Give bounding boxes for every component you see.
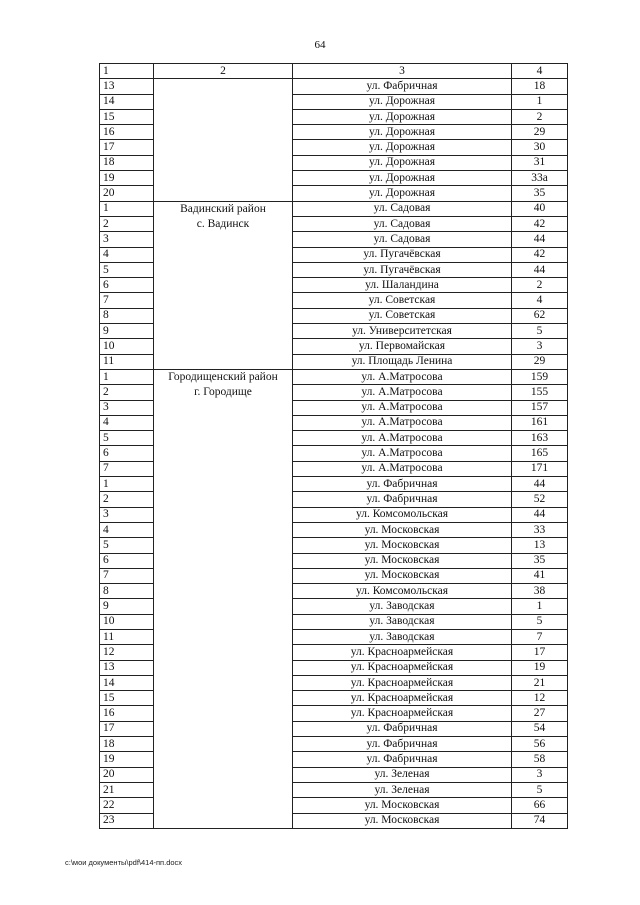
table-row [100,737,568,752]
street-cell: ул. Фабричная [293,721,512,736]
street-cell: ул. Пугачёвская [293,262,512,277]
table-row [100,645,568,660]
street-cell: ул. Дорожная [293,140,512,155]
row-number: 2 [100,385,154,400]
house-number-cell: 5 [512,782,568,797]
table-row [100,79,568,94]
district-cell [154,186,293,201]
row-number: 18 [100,155,154,170]
row-number: 13 [100,79,154,94]
house-number-cell: 41 [512,568,568,583]
house-number-cell: 56 [512,737,568,752]
house-number-cell: 4 [512,293,568,308]
district-cell [154,155,293,170]
table-row [100,706,568,721]
district-cell [154,125,293,140]
table-row [100,752,568,767]
row-number: 8 [100,584,154,599]
district-cell [154,79,293,94]
district-cell [154,721,293,736]
street-cell: ул. А.Матросова [293,385,512,400]
row-number: 10 [100,614,154,629]
district-cell [154,507,293,522]
house-number-cell: 1 [512,94,568,109]
house-number-cell: 38 [512,584,568,599]
row-number: 3 [100,400,154,415]
district-cell [154,798,293,813]
table-row [100,278,568,293]
row-number: 17 [100,140,154,155]
header-col-2: 2 [154,64,293,79]
street-cell: ул. Дорожная [293,171,512,186]
table-row [100,568,568,583]
row-number: 9 [100,324,154,339]
district-cell [154,522,293,537]
street-cell: ул. Заводская [293,629,512,644]
street-cell: ул. Комсомольская [293,584,512,599]
table-row [100,247,568,262]
street-cell: ул. Дорожная [293,125,512,140]
house-number-cell: 161 [512,415,568,430]
district-cell [154,645,293,660]
house-number-cell: 29 [512,125,568,140]
house-number-cell: 44 [512,262,568,277]
district-cell [154,415,293,430]
house-number-cell: 3 [512,767,568,782]
district-cell [154,109,293,124]
row-number: 15 [100,691,154,706]
table-row [100,369,568,384]
table-row [100,538,568,553]
row-number: 11 [100,354,154,369]
street-cell: ул. А.Матросова [293,369,512,384]
house-number-cell: 1 [512,599,568,614]
district-cell [154,538,293,553]
district-cell [154,599,293,614]
district-cell [154,629,293,644]
house-number-cell: 58 [512,752,568,767]
street-cell: ул. Площадь Ленина [293,354,512,369]
house-number-cell: 31 [512,155,568,170]
district-cell [154,94,293,109]
row-number: 10 [100,339,154,354]
table-row [100,675,568,690]
house-number-cell: 40 [512,201,568,216]
address-table [99,63,568,829]
table-row [100,324,568,339]
house-number-cell: 3 [512,339,568,354]
house-number-cell: 5 [512,324,568,339]
house-number-cell: 18 [512,79,568,94]
row-number: 1 [100,477,154,492]
row-number: 20 [100,186,154,201]
district-cell [154,400,293,415]
row-number: 4 [100,247,154,262]
district-cell [154,232,293,247]
house-number-cell: 2 [512,109,568,124]
house-number-cell: 17 [512,645,568,660]
district-cell [154,431,293,446]
street-cell: ул. Московская [293,522,512,537]
street-cell: ул. Пугачёвская [293,247,512,262]
table-body [100,79,568,829]
district-cell [154,140,293,155]
row-number: 9 [100,599,154,614]
table-row [100,553,568,568]
street-cell: ул. Университетская [293,324,512,339]
street-cell: ул. Садовая [293,216,512,231]
street-cell: ул. Красноармейская [293,645,512,660]
district-cell [154,492,293,507]
row-number: 6 [100,553,154,568]
table-row [100,660,568,675]
street-cell: ул. Шаландина [293,278,512,293]
row-number: 20 [100,767,154,782]
row-number: 13 [100,660,154,675]
house-number-cell: 7 [512,629,568,644]
table-row [100,614,568,629]
district-cell [154,660,293,675]
table-row [100,461,568,476]
house-number-cell: 2 [512,278,568,293]
street-cell: ул. А.Матросова [293,415,512,430]
table-row [100,782,568,797]
district-cell [154,782,293,797]
house-number-cell: 21 [512,675,568,690]
street-cell: ул. Комсомольская [293,507,512,522]
street-cell: ул. Первомайская [293,339,512,354]
header-col-3: 3 [293,64,512,79]
house-number-cell: 30 [512,140,568,155]
table-row [100,400,568,415]
row-number: 1 [100,369,154,384]
table-row [100,171,568,186]
row-number: 5 [100,431,154,446]
table-row [100,629,568,644]
row-number: 11 [100,629,154,644]
house-number-cell: 163 [512,431,568,446]
table-row [100,813,568,828]
table-row [100,477,568,492]
row-number: 19 [100,171,154,186]
row-number: 7 [100,568,154,583]
table-row [100,385,568,400]
row-number: 2 [100,492,154,507]
district-cell [154,553,293,568]
table-row [100,232,568,247]
house-number-cell: 27 [512,706,568,721]
table-row [100,721,568,736]
district-cell [154,278,293,293]
table-row [100,522,568,537]
street-cell: ул. Красноармейская [293,691,512,706]
house-number-cell: 5 [512,614,568,629]
table-row [100,186,568,201]
house-number-cell: 35 [512,553,568,568]
row-number: 19 [100,752,154,767]
row-number: 21 [100,782,154,797]
table-row [100,415,568,430]
house-number-cell: 54 [512,721,568,736]
street-cell: ул. Московская [293,553,512,568]
street-cell: ул. Красноармейская [293,675,512,690]
house-number-cell: 19 [512,660,568,675]
house-number-cell: 165 [512,446,568,461]
street-cell: ул. А.Матросова [293,400,512,415]
district-cell [154,247,293,262]
street-cell: ул. Московская [293,538,512,553]
street-cell: ул. Московская [293,568,512,583]
street-cell: ул. А.Матросова [293,431,512,446]
district-cell [154,308,293,323]
district-cell [154,477,293,492]
street-cell: ул. Заводская [293,614,512,629]
street-cell: ул. Дорожная [293,94,512,109]
row-number: 3 [100,507,154,522]
district-cell [154,706,293,721]
district-cell [154,767,293,782]
table-row [100,339,568,354]
table-row [100,293,568,308]
house-number-cell: 33 [512,522,568,537]
street-cell: ул. Садовая [293,232,512,247]
street-cell: ул. Дорожная [293,186,512,201]
street-cell: ул. Заводская [293,599,512,614]
house-number-cell: 62 [512,308,568,323]
district-cell: г. Городище [154,385,293,400]
table-row [100,201,568,216]
row-number: 2 [100,216,154,231]
street-cell: ул. Зеленая [293,767,512,782]
district-cell [154,339,293,354]
row-number: 4 [100,522,154,537]
table-row [100,109,568,124]
table-row [100,155,568,170]
table-row [100,94,568,109]
street-cell: ул. Фабричная [293,737,512,752]
district-cell: Городищенский район [154,369,293,384]
table-row [100,492,568,507]
street-cell: ул. Зеленая [293,782,512,797]
house-number-cell: 66 [512,798,568,813]
table-row [100,354,568,369]
row-number: 18 [100,737,154,752]
street-cell: ул. Фабричная [293,492,512,507]
district-cell [154,752,293,767]
row-number: 4 [100,415,154,430]
house-number-cell: 33а [512,171,568,186]
house-number-cell: 42 [512,216,568,231]
row-number: 12 [100,645,154,660]
house-number-cell: 157 [512,400,568,415]
house-number-cell: 44 [512,477,568,492]
header-col-1: 1 [100,64,154,79]
table-row [100,125,568,140]
row-number: 3 [100,232,154,247]
house-number-cell: 44 [512,232,568,247]
row-number: 8 [100,308,154,323]
house-number-cell: 171 [512,461,568,476]
row-number: 16 [100,706,154,721]
district-cell [154,461,293,476]
house-number-cell: 155 [512,385,568,400]
district-cell [154,354,293,369]
street-cell: ул. Красноармейская [293,706,512,721]
street-cell: ул. Дорожная [293,155,512,170]
header-col-4: 4 [512,64,568,79]
district-cell [154,568,293,583]
row-number: 7 [100,293,154,308]
district-cell [154,262,293,277]
district-cell [154,293,293,308]
street-cell: ул. Советская [293,308,512,323]
district-cell [154,324,293,339]
house-number-cell: 12 [512,691,568,706]
street-cell: ул. Московская [293,813,512,828]
table-row [100,431,568,446]
house-number-cell: 13 [512,538,568,553]
street-cell: ул. Фабричная [293,477,512,492]
row-number: 5 [100,538,154,553]
row-number: 23 [100,813,154,828]
district-cell [154,691,293,706]
street-cell: ул. Фабричная [293,79,512,94]
district-cell: Вадинский район [154,201,293,216]
district-cell [154,737,293,752]
table-row [100,798,568,813]
row-number: 22 [100,798,154,813]
row-number: 6 [100,278,154,293]
row-number: 7 [100,461,154,476]
row-number: 17 [100,721,154,736]
table-header-row [100,64,568,79]
district-cell [154,171,293,186]
district-cell [154,675,293,690]
row-number: 5 [100,262,154,277]
district-cell [154,584,293,599]
street-cell: ул. Дорожная [293,109,512,124]
house-number-cell: 35 [512,186,568,201]
table-row [100,691,568,706]
street-cell: ул. Фабричная [293,752,512,767]
house-number-cell: 29 [512,354,568,369]
row-number: 16 [100,125,154,140]
district-cell [154,813,293,828]
page-number: 64 [314,39,326,51]
district-cell [154,446,293,461]
table-row [100,216,568,231]
street-cell: ул. А.Матросова [293,446,512,461]
house-number-cell: 44 [512,507,568,522]
table-row [100,599,568,614]
district-cell: с. Вадинск [154,216,293,231]
street-cell: ул. Московская [293,798,512,813]
table-row [100,140,568,155]
row-number: 14 [100,94,154,109]
house-number-cell: 159 [512,369,568,384]
house-number-cell: 42 [512,247,568,262]
table-row [100,507,568,522]
street-cell: ул. Садовая [293,201,512,216]
street-cell: ул. Советская [293,293,512,308]
row-number: 1 [100,201,154,216]
house-number-cell: 74 [512,813,568,828]
table-row [100,767,568,782]
row-number: 6 [100,446,154,461]
document-path: c:\мои документы\pdf\414-пп.docx [65,858,183,867]
table-row [100,262,568,277]
row-number: 15 [100,109,154,124]
district-cell [154,614,293,629]
house-number-cell: 52 [512,492,568,507]
street-cell: ул. Красноармейская [293,660,512,675]
row-number: 14 [100,675,154,690]
table-row [100,308,568,323]
table-row [100,446,568,461]
table-row [100,584,568,599]
street-cell: ул. А.Матросова [293,461,512,476]
